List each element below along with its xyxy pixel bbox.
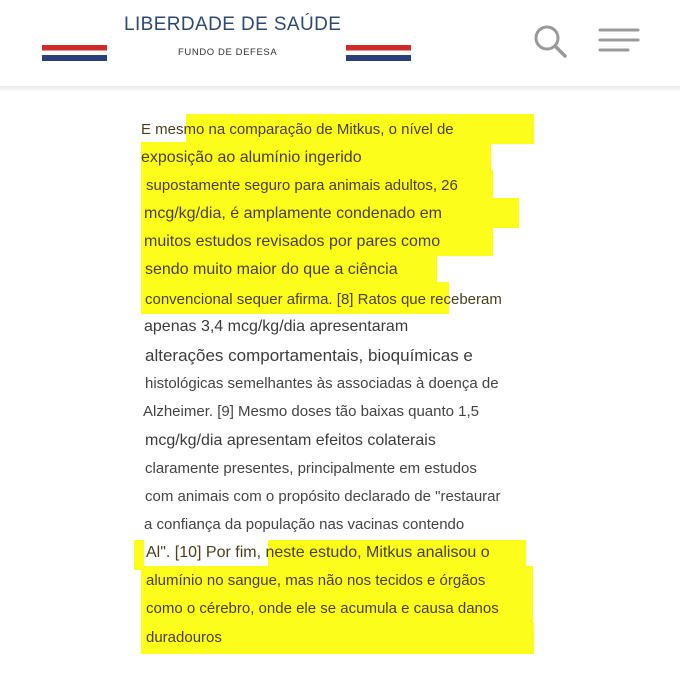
article-line: com animais com o propósito declarado de "restaurar bbox=[145, 488, 501, 505]
menu-button[interactable] bbox=[598, 26, 640, 56]
site-subtitle: FUNDO DE DEFESA bbox=[178, 47, 278, 58]
article-line: mcg/kg/dia, é amplamente condenado em bbox=[144, 205, 442, 222]
article-line: apenas 3,4 mcg/kg/dia apresentaram bbox=[144, 318, 409, 335]
article-line: como o cérebro, onde ele se acumula e causa danos bbox=[146, 600, 499, 617]
article-line: supostamente seguro para animais adultos, 26 bbox=[146, 177, 458, 194]
article-line: a confiança da população nas vacinas contendo bbox=[144, 516, 465, 533]
article-line: exposição ao alumínio ingerido bbox=[141, 149, 362, 166]
search-button[interactable] bbox=[530, 22, 570, 60]
header-divider bbox=[0, 86, 680, 92]
article-line: sendo muito maior do que a ciência bbox=[145, 261, 398, 278]
article-line: Alzheimer. [9] Mesmo doses tão baixas quanto 1,5 bbox=[143, 403, 480, 420]
article-line: E mesmo na comparação de Mitkus, o nível de bbox=[141, 121, 454, 138]
article-line: histológicas semelhantes às associadas à doença de bbox=[145, 375, 499, 392]
hamburger-menu-icon bbox=[598, 26, 640, 56]
article-line: Al". [10] Por fim, neste estudo, Mitkus analisou o bbox=[146, 544, 490, 561]
article-line: duradouros bbox=[146, 629, 222, 646]
article-line: alumínio no sangue, mas não nos tecidos e órgãos bbox=[146, 572, 486, 589]
flag-stripes-left bbox=[42, 45, 107, 61]
article-line: muitos estudos revisados por pares como bbox=[144, 233, 441, 250]
article-line: claramente presentes, principalmente em estudos bbox=[145, 460, 477, 477]
flag-stripes-right bbox=[346, 45, 411, 61]
article-line: alterações comportamentais, bioquímicas e bbox=[145, 346, 473, 365]
site-header bbox=[0, 0, 680, 88]
search-icon bbox=[530, 22, 570, 60]
site-title[interactable]: LIBERDADE DE SAÚDE bbox=[124, 14, 342, 35]
article-line: convencional sequer afirma. [8] Ratos que receberam bbox=[145, 291, 502, 308]
article-line: mcg/kg/dia apresentam efeitos colaterais bbox=[145, 432, 436, 449]
